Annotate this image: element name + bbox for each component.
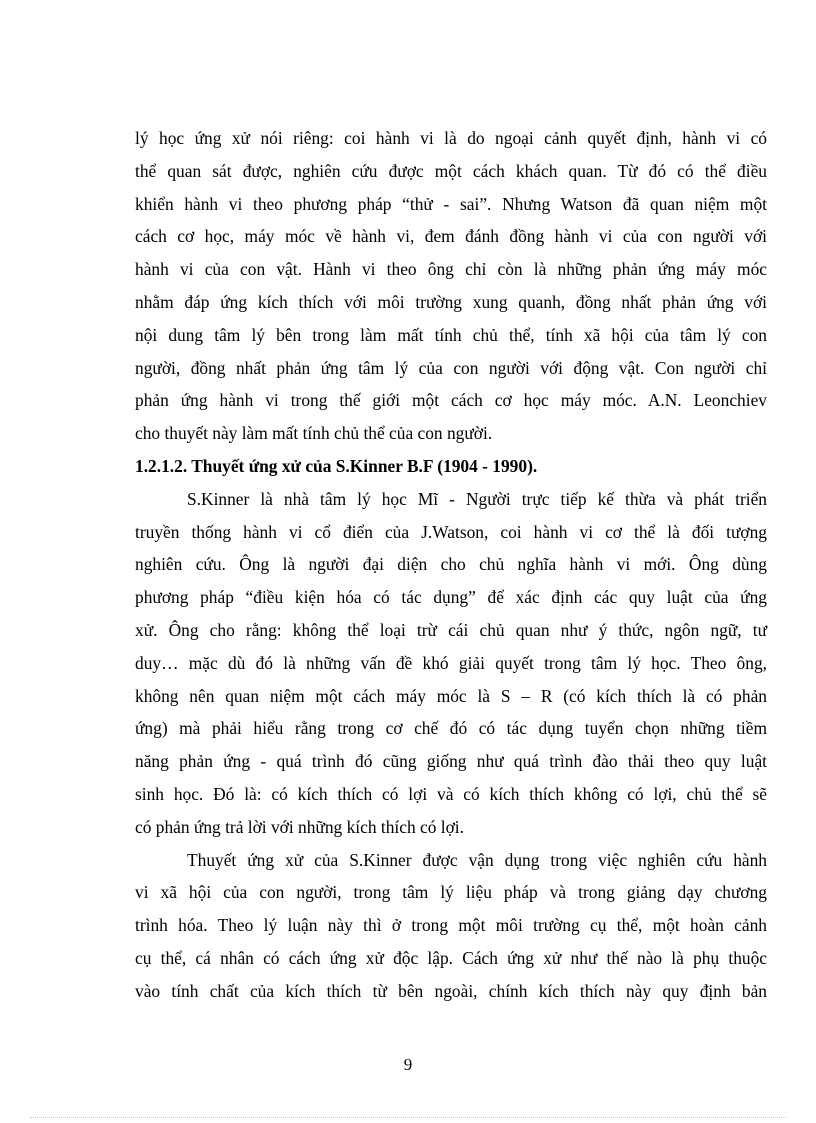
paragraph-2 (135, 483, 767, 844)
text-line: trình hóa. Theo lý luận này thì ở trong một môi trường cụ thể, một hoàn cảnh (135, 915, 767, 936)
text-line: nghiên cứu. Ông là người đại diện cho chủ nghĩa hành vi mới. Ông dùng (135, 554, 767, 575)
text-line: cho thuyết này làm mất tính chủ thể của con người. (135, 423, 493, 444)
text-line: cách cơ học, máy móc về hành vi, đem đánh đồng hành vi của con người với (135, 226, 767, 247)
text-line: năng phản ứng - quá trình đó cũng giống như quá trình đào thải theo quy luật (135, 751, 767, 772)
section-heading: 1.2.1.2. Thuyết ứng xử của S.Kinner B.F (1904 - 1990). (135, 455, 538, 476)
text-line: vào tính chất của kích thích từ bên ngoài, chính kích thích này quy định bản (135, 980, 767, 1001)
text-line: hành vi của con vật. Hành vi theo ông chỉ còn là những phản ứng máy móc (135, 259, 767, 280)
text-line: nhằm đáp ứng kích thích với môi trường xung quanh, đồng nhất phản ứng với (135, 291, 767, 312)
text-line: nội dung tâm lý bên trong làm mất tính chủ thể, tính xã hội của tâm lý con (135, 324, 767, 345)
text-line: sinh học. Đó là: có kích thích có lợi và có kích thích không có lợi, chủ thể sẽ (135, 783, 767, 804)
page-body (135, 122, 767, 1008)
page-number: 9 (403, 1055, 413, 1074)
text-line: phản ứng hành vi trong thế giới một cách cơ học máy móc. A.N. Leonchiev (135, 390, 767, 411)
text-line: phương pháp “điều kiện hóa có tác dụng” để xác định các quy luật của ứng (135, 587, 767, 608)
text-line: vi xã hội của con người, trong tâm lý liệu pháp và trong giảng dạy chương (135, 882, 767, 903)
text-line: có phản ứng trả lời với những kích thích có lợi. (135, 816, 464, 837)
page-edge-divider (30, 1117, 786, 1118)
text-line: S.Kinner là nhà tâm lý học Mĩ - Người trực tiếp kế thừa và phát triển (187, 488, 767, 509)
text-line: ứng) mà phải hiểu rằng trong cơ chế đó có tác dụng tuyển chọn những tiềm (135, 718, 767, 739)
text-line: không nên quan niệm một cách máy móc là S – R (có kích thích là có phản (135, 685, 767, 706)
text-line: thể quan sát được, nghiên cứu được một cách khách quan. Từ đó có thể điều (135, 160, 767, 181)
text-line: Thuyết ứng xử của S.Kinner được vận dụng trong việc nghiên cứu hành (187, 849, 767, 870)
paragraph-1 (135, 122, 767, 450)
paragraph-3 (135, 844, 767, 1008)
text-line: khiển hành vi theo phương pháp “thử - sai”. Nhưng Watson đã quan niệm một (135, 193, 767, 214)
text-line: xử. Ông cho rằng: không thể loại trừ cái chủ quan như ý thức, ngôn ngữ, tư (135, 619, 767, 640)
text-line: cụ thể, cá nhân có cách ứng xử độc lập. Cách ứng xử như thế nào là phụ thuộc (135, 947, 767, 968)
text-line: lý học ứng xử nói riêng: coi hành vi là do ngoại cảnh quyết định, hành vi có (135, 128, 767, 148)
text-line: người, đồng nhất phản ứng tâm lý của con người với động vật. Con người chỉ (135, 357, 767, 378)
text-line: duy… mặc dù đó là những vấn đề khó giải quyết trong tâm lý học. Theo ông, (135, 652, 767, 673)
text-line: truyền thống hành vi cổ điển của J.Watson, coi hành vi cơ thể là đối tượng (135, 521, 767, 542)
